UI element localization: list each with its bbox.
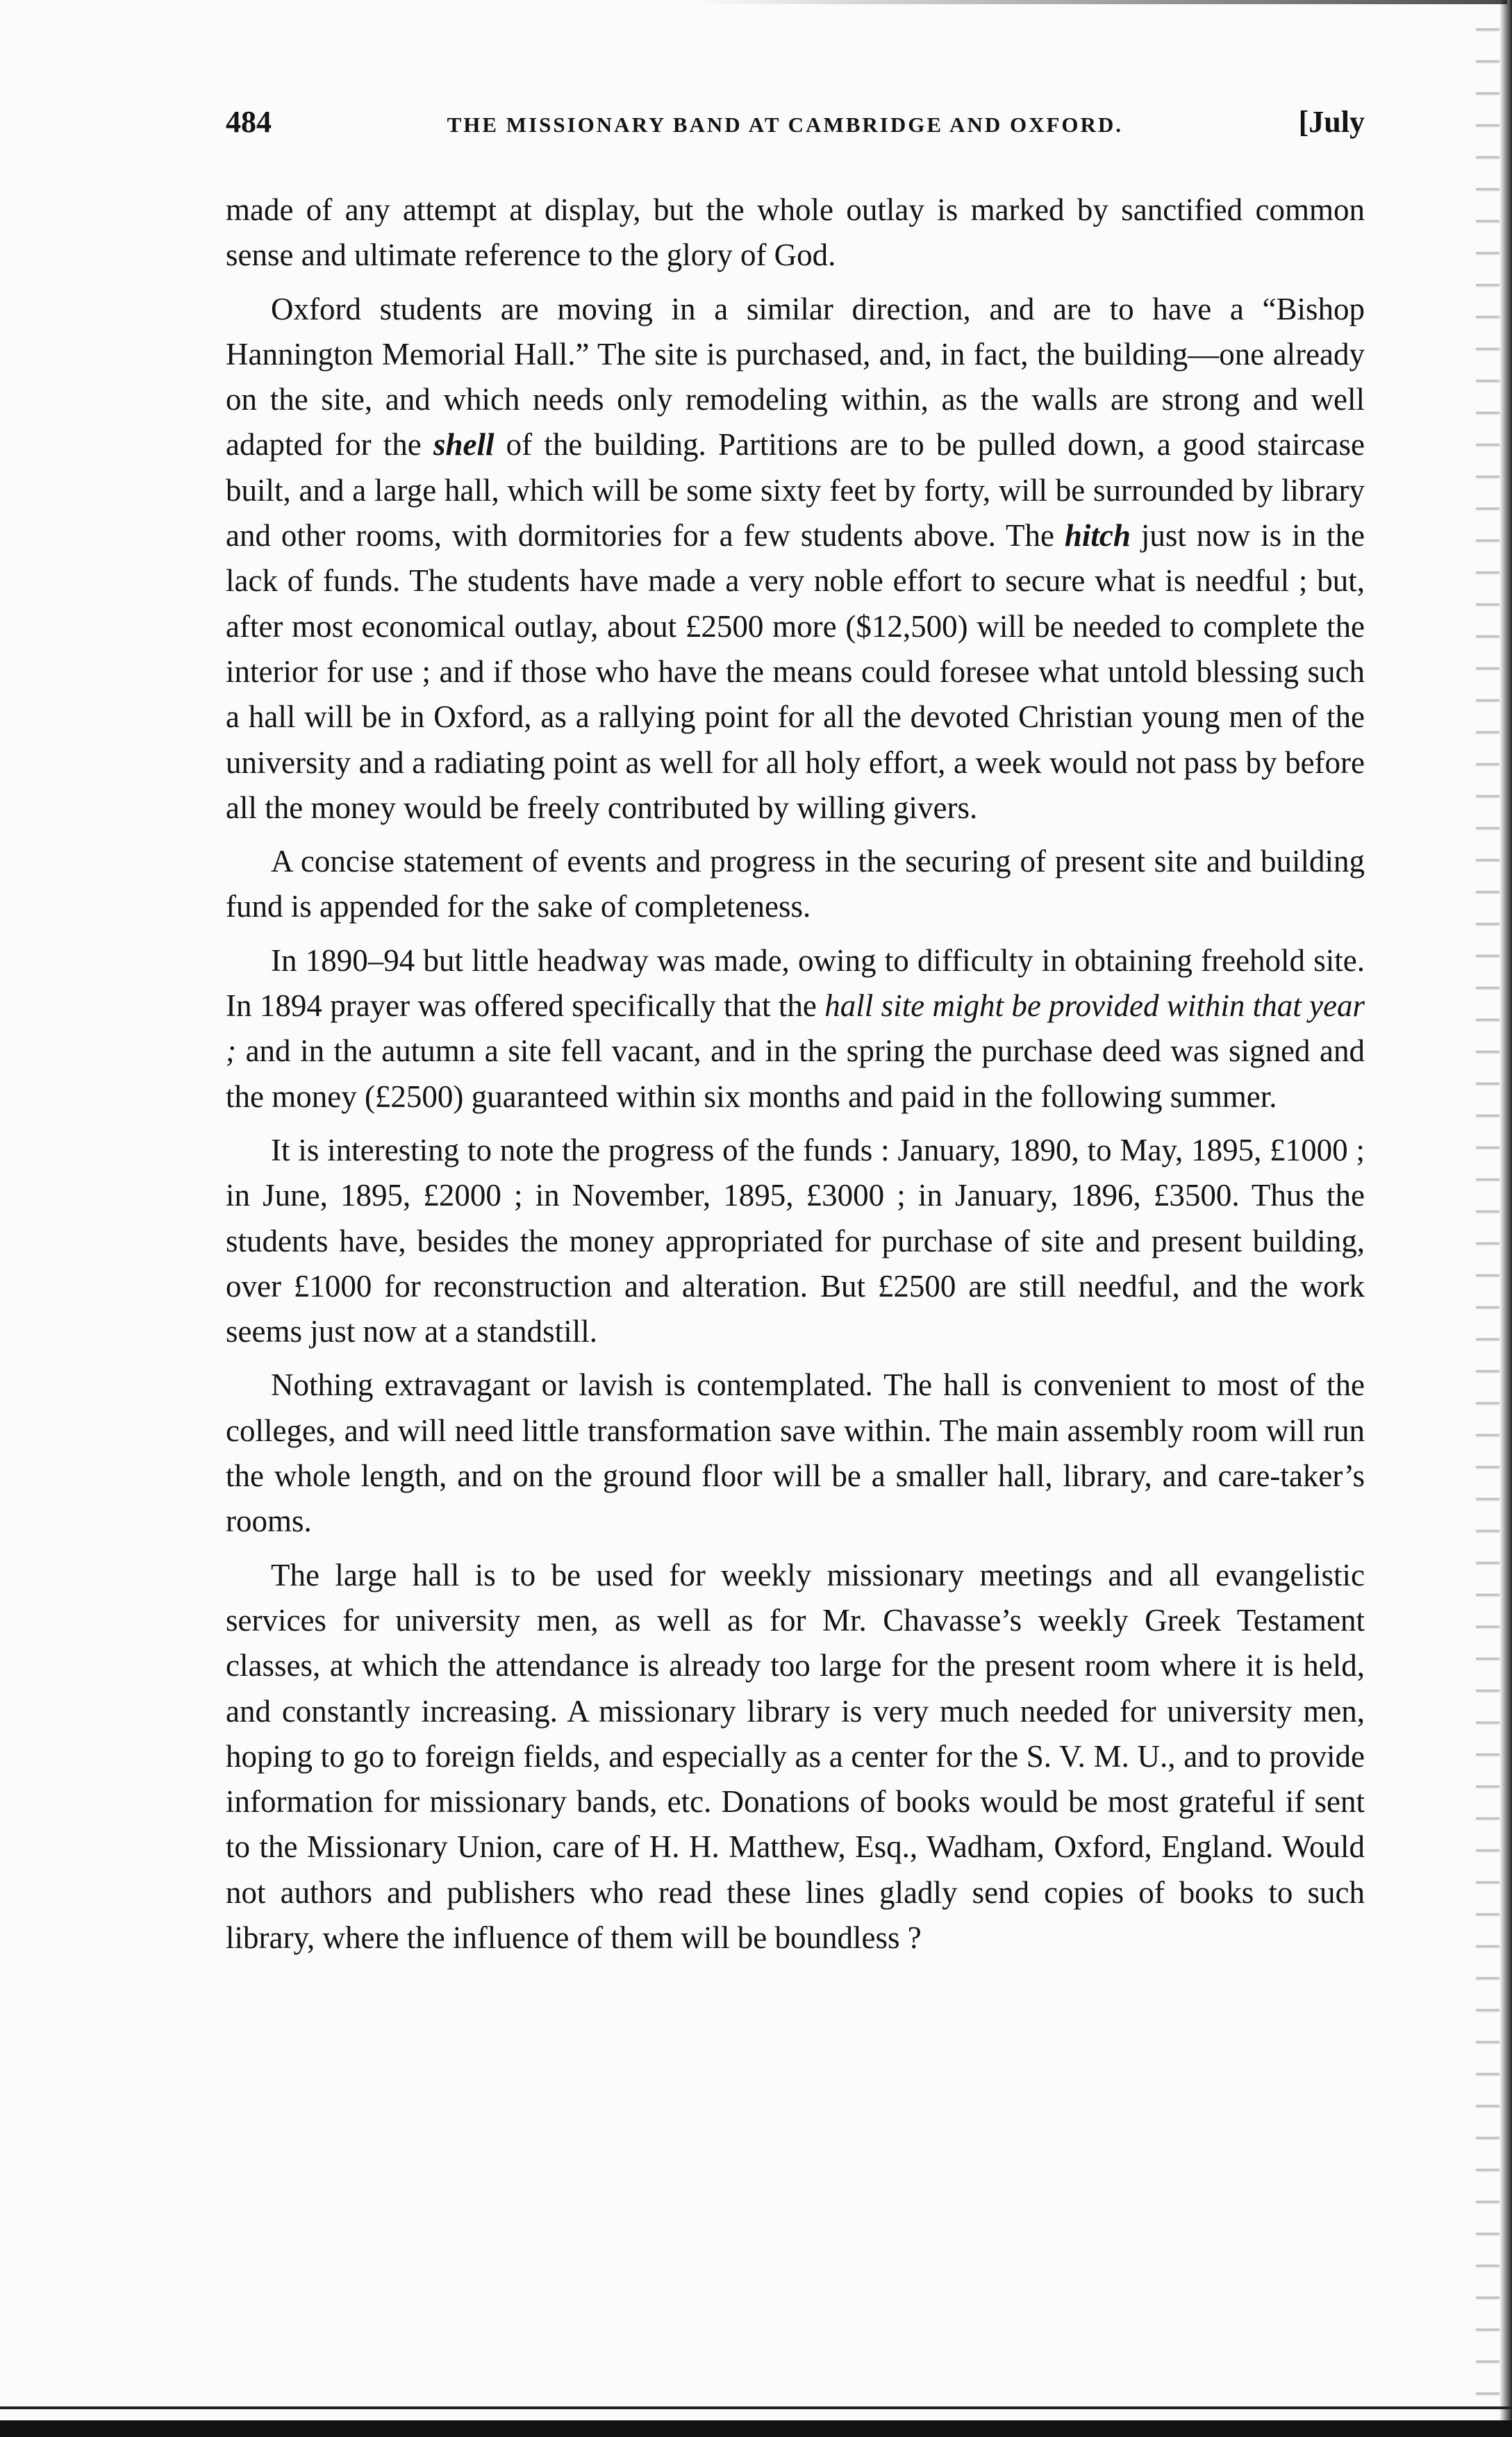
paragraph-text: A concise statement of events and progress in the securing of present site and building fund is appended for the sake of completeness.	[226, 844, 1365, 924]
paragraph-text: Oxford students are moving in a similar direction, and are to have a “Bishop Hannington Memorial Hall.” The site is purchased, and, in fact, the building—one already on the site, and which needs only remodeling within, as the walls are strong and well adapted for the	[226, 291, 1365, 463]
emphasis-text: hitch	[1064, 518, 1131, 554]
page-number: 484	[226, 105, 272, 139]
paragraph	[226, 839, 1365, 930]
paragraph-text: made of any attempt at display, but the whole outlay is marked by sanctified common sense and ultimate reference to the glory of God.	[226, 192, 1365, 273]
paragraph	[226, 1128, 1365, 1354]
paragraph	[226, 938, 1365, 1120]
emphasis-text: shell	[433, 427, 495, 463]
paragraph-text: It is interesting to note the progress of the funds : January, 1890, to May, 1895, £1000 ; in June, 1895, £2000 ; in November, 1895, £3000 ; in January, 1896, £3500. Thus the students have, besides the money appropriated for purchase of site and present building, over £1000 for reconstruction and alteration. But £2500 are still needful, and the work seems just now at a standstill.	[226, 1132, 1365, 1349]
issue-month: [July	[1298, 105, 1365, 139]
paragraph	[226, 188, 1365, 278]
paragraph	[226, 287, 1365, 831]
paragraph-text: and in the autumn a site fell vacant, and in the spring the purchase deed was signed and the money (£2500) guaranteed within six months and paid in the following summer.	[226, 1033, 1365, 1114]
binding-shadow	[1499, 0, 1512, 2437]
italic-text: hall site might be provided within that year ;	[226, 988, 1365, 1069]
paragraph-text: Nothing extravagant or lavish is contemplated. The hall is convenient to most of the colleges, and will need little transformation save within. The main assembly room will run the whole length, and on the ground floor will be a smaller hall, library, and care-taker’s rooms.	[226, 1367, 1365, 1539]
binding-edge-marks	[1476, 0, 1499, 2437]
paragraph	[226, 1553, 1365, 1961]
scan-bottom-edge	[0, 2420, 1512, 2437]
paragraph-text: of the building. Partitions are to be pulled down, a good staircase built, and a large hall, which will be some sixty feet by forty, will be surrounded by library and other rooms, with dormitories for a few students above. The	[226, 427, 1365, 554]
running-head	[226, 104, 1365, 167]
scan-bottom-rule	[0, 2406, 1512, 2409]
paragraph	[226, 1363, 1365, 1544]
scan-top-edge	[695, 0, 1507, 4]
running-title: THE MISSIONARY BAND AT CAMBRIDGE AND OXFORD.	[447, 113, 1124, 137]
paragraph-text: just now is in the lack of funds. The students have made a very noble effort to secure what is needful ; but, after most economical outlay, about £2500 more ($12,500) will be needed to complete the interior for use ; and if those who have the means could foresee what untold blessing such a hall will be in Oxford, as a rallying point for all the devoted Christian young men of the university and a radiating point as well for all holy effort, a week would not pass by before all the money would be freely contributed by willing givers.	[226, 518, 1365, 825]
article-body	[226, 188, 1365, 1961]
text-column	[226, 104, 1365, 1961]
paragraph-text: In 1890–94 but little headway was made, owing to difficulty in obtaining freehold site. In 1894 prayer was offered specifically that the	[226, 942, 1365, 1024]
paragraph-text: The large hall is to be used for weekly missionary meetings and all evangelistic services for university men, as well as for Mr. Chavasse’s weekly Greek Testament classes, at which the attendance is already too large for the present room where it is held, and constantly increasing. A missionary library is very much needed for university men, hoping to go to foreign fields, and especially as a center for the S. V. M. U., and to provide information for missionary bands, etc. Donations of books would be most grateful if sent to the Missionary Union, care of H. H. Matthew, Esq., Wadham, Oxford, England. Would not authors and publishers who read these lines gladly send copies of books to such library, where the influence of them will be boundless ?	[226, 1557, 1365, 1955]
